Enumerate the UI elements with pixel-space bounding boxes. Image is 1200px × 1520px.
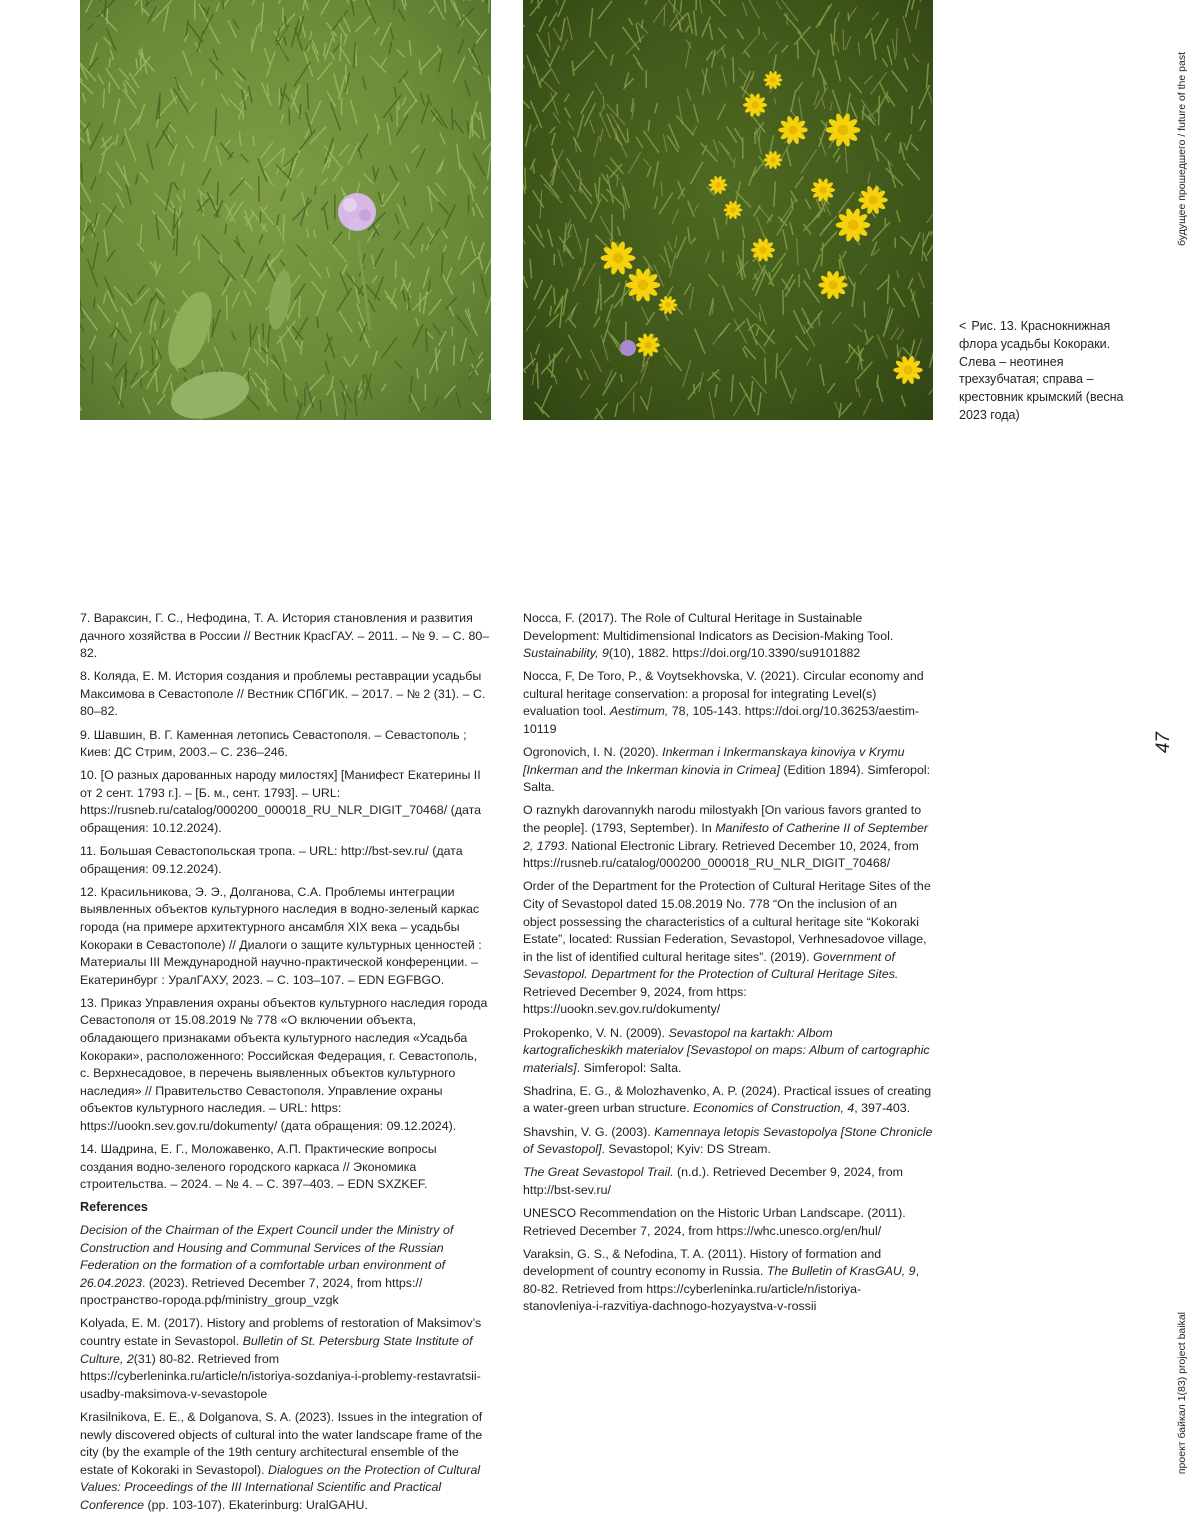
flower-center [613,253,624,264]
figure-caption-text: Рис. 13. Краснокнижная флора усадьбы Кокораки. Слева – неотинея трехзубчатая; справа – крестовник крымский (весна 2023 года) [959,319,1124,422]
reference-entry: O raznykh darovannykh narodu milostyakh [On various favors granted to the people]. (1793, September). In Manifesto of Catherine II of September 2, 1793. National Electronic Library. Retrieved December 10, 2024, from https://rusneb.ru/catalog/000200_000018_RU_NLR_DIGIT_70468/ [523,802,933,872]
reference-entry: Prokopenko, V. N. (2009). Sevastopol na kartakh: Albom kartograficheskikh materialov [Sevastopol on maps: Album of cartographic materials]. Simferopol: Salta. [523,1025,933,1078]
note-entry: 13. Приказ Управления охраны объектов культурного наследия города Севастополя от 15.08.2019 № 778 «О включении объекта, обладающего признаками объекта культурного наследия «Усадьба Кокораки», расположенного: Российская Федерация, г. Севастополь, с. Верхнесадовое, в перечень выявленных объектов культурного наследия» // Правительство Севастополя. Управление охраны объектов культурного наследия. – URL: https: https://uookn.sev.gov.ru/dokumenty/ (дата обращения: 09.12.2024). [80,995,490,1136]
grass-blade [92,355,93,383]
grass-blade [259,176,260,202]
references-column-right [523,610,933,1321]
grass-blade [848,13,849,21]
figure-caption [959,318,1129,425]
flower-center [829,281,838,290]
grass-blade [452,327,453,336]
note-entry: 10. [О разных дарованных народу милостях] [Манифест Екатерины II от 2 сент. 1793 г.]. – [Б. м., сент. 1793]. – URL: https://rusneb.ru/catalog/000200_000018_RU_NLR_DIGIT_70468/ (дата обращения: 10.12.2024). [80,767,490,837]
photo-yellow-flowers [523,0,933,420]
grass-blade [217,182,218,205]
flower-center [730,207,736,213]
page-number: 47 [1153,732,1177,753]
grass-blade [103,89,104,108]
reference-entry: Ogronovich, I. N. (2020). Inkerman i Inkermanskaya kinoviya v Krymu [Inkerman and the Inkerman kinovia in Crimea] (Edition 1894). Simferopol: Salta. [523,744,933,797]
grass-blade [345,409,346,420]
flower-center [759,246,766,253]
reference-entry: UNESCO Recommendation on the Historic Urban Landscape. (2011). Retrieved December 7, 2024, from https://whc.unesco.org/en/hul/ [523,1205,933,1240]
grass-blade [125,365,126,382]
grass-blade [281,88,282,96]
reference-entry: Shadrina, E. G., & Molozhavenko, A. P. (2024). Practical issues of creating a water-green urban structure. Economics of Construction, 4, 397-403. [523,1083,933,1118]
orchid-photo-image [80,0,491,420]
grass-blade [525,167,526,190]
flower-center [819,186,826,193]
flower-center [869,196,878,205]
grass-blade [473,282,474,294]
note-entry: 12. Красильникова, Э. Э., Долганова, С.А. Проблемы интеграции выявленных объектов культурного наследия в водно-зеленый каркас города (на примере архитектурного ансамбля XIX века – усадьбы Кокораки в Севастополе) // Диалоги о защите культурных ценностей : Материалы III Международной научно-практической конференции. – Екатеринбург : УралГАХУ, 2023. – С. 103–107. – EDN EGFBGO. [80,884,490,990]
grass-blade [819,313,820,326]
reference-entry: Krasilnikova, E. E., & Dolganova, S. A. (2023). Issues in the integration of newly discovered objects of cultural into the water landscape frame of the city (by the example of the 19th century architectural ensemble of the estate of Kokoraki in Sevastopol). Dialogues on the Protection of Cultural Values: Proceedings of the III International Scientific and Practical Conference (pp. 103-107). Ekaterinburg: UralGAHU. [80,1409,490,1515]
note-entry: 14. Шадрина, Е. Г., Моложавенко, А.П. Практические вопросы создания водно-зеленого городского каркаса // Экономика строительства. – 2024. – № 4. – С. 397–403. – EDN SXZKEF. [80,1141,490,1194]
reference-entry: Varaksin, G. S., & Nefodina, T. A. (2011). History of formation and development of country economy in Russia. The Bulletin of KrasGAU, 9, 80-82. Retrieved from https://cyberleninka.ru/article/n/istoriya-stanovleniya-i-razvitiya-dachnogo-hozyaystva-v-rossii [523,1246,933,1316]
reference-entry: Order of the Department for the Protection of Cultural Heritage Sites of the City of Sevastopol dated 15.08.2019 No. 778 “On the inclusion of an object possessing the characteristics of a cultural heritage site “Kokoraki Estate”, located: Russian Federation, Sevastopol, Verhnesadovoe village, in the list of identified cultural heritage sites”. (2019). Government of Sevastopol. Department for the Protection of Cultural Heritage Sites. Retrieved December 9, 2024, from https: https://uookn.sev.gov.ru/dokumenty/ [523,878,933,1019]
grass-blade [783,290,784,315]
grass-blade [864,301,865,317]
grass-blade [787,13,788,26]
flower-center [770,157,776,163]
flower-center [838,125,849,136]
flower-center [848,220,859,231]
reference-entry: Nocca, F. (2017). The Role of Cultural Heritage in Sustainable Development: Multidimensional Indicators as Decision-Making Tool. Sustainability, 9(10), 1882. https://doi.org/10.3390/su9101882 [523,610,933,663]
grass-blade [617,104,618,116]
grass-blade [426,328,427,352]
reference-entry: Kolyada, E. M. (2017). History and problems of restoration of Maksimov’s country estate in Sevastopol. Bulletin of St. Petersburg State Institute of Culture, 2(31) 80-82. Retrieved from https://cyberleninka.ru/article/n/istoriya-sozdaniya-i-problemy-restavratsii-usadby-maksimova-v-sevastopole [80,1315,490,1403]
reference-entry: Nocca, F, De Toro, P., & Voytsekhovska, V. (2021). Circular economy and cultural heritage conservation: a proposal for integrating Level(s) evaluation tool. Aestimum, 78, 105-143. https://doi.org/10.36253/aestim-10119 [523,668,933,738]
yellow-flowers-photo-image [523,0,933,420]
grass-blade [733,57,734,83]
flower-center [644,341,651,348]
grass-blade [159,96,160,118]
grass-blade [454,345,455,365]
note-entry: 8. Коляда, Е. М. История создания и проблемы реставрации усадьбы Максимова в Севастополе // Вестник СПбГИК. – 2017. – № 2 (31). – С. 80–82. [80,668,490,721]
grass-blade [253,136,254,146]
flower-center [770,77,776,83]
grass-blade [417,368,418,379]
flower-center [638,280,649,291]
photo-orchid [80,0,491,420]
journal-section-label: будущее прошедшего / future of the past [1176,52,1188,246]
grass-blade [320,400,321,412]
grass-blade [452,108,453,130]
flower-center [715,182,721,188]
grass-blade [252,38,253,52]
grass-blade [155,321,156,330]
reference-entry: Decision of the Chairman of the Expert Council under the Ministry of Construction and Housing and Communal Services of the Russian Federation on the formation of a comfortable urban environment of 26.04.2023. (2023). Retrieved December 7, 2024, from https://пространство-города.рф/ministry_group_vzgk [80,1222,490,1310]
arrow-left-icon: < [959,319,966,333]
grass-blade [839,259,840,270]
grass-blade [315,186,316,194]
grass-blade [694,384,695,395]
flower-center [751,101,758,108]
grass-blade [395,87,396,98]
reference-entry: The Great Sevastopol Trail. (n.d.). Retrieved December 9, 2024, from http://bst-sev.ru/ [523,1164,933,1199]
note-entry: 9. Шавшин, В. Г. Каменная летопись Севастополя. – Севастополь ; Киев: ДС Стрим, 2003.– С. 236–246. [80,727,490,762]
flower-center [665,302,671,308]
grass-blade [911,106,912,124]
references-heading: References [80,1199,490,1217]
note-entry: 11. Большая Севастопольская тропа. – URL: http://bst-sev.ru/ (дата обращения: 09.12.2024). [80,843,490,878]
note-entry: 7. Вараксин, Г. С., Нефодина, Т. А. История становления и развития дачного хозяйства в России // Вестник КрасГАУ. – 2011. – № 9. – С. 80–82. [80,610,490,663]
reference-entry: Shavshin, V. G. (2003). Kamennaya letopis Sevastopolya [Stone Chronicle of Sevastopol]. Sevastopol; Kyiv: DS Stream. [523,1124,933,1159]
grass-blade [627,129,628,143]
notes-column-left [80,610,490,1520]
journal-issue-label: проект байкал 1(83) project baikal [1176,1312,1188,1474]
flower-center [789,126,798,135]
flower-center [904,366,913,375]
grass-blade [797,41,798,59]
grass-blade [299,296,300,318]
grass-blade [664,7,665,25]
